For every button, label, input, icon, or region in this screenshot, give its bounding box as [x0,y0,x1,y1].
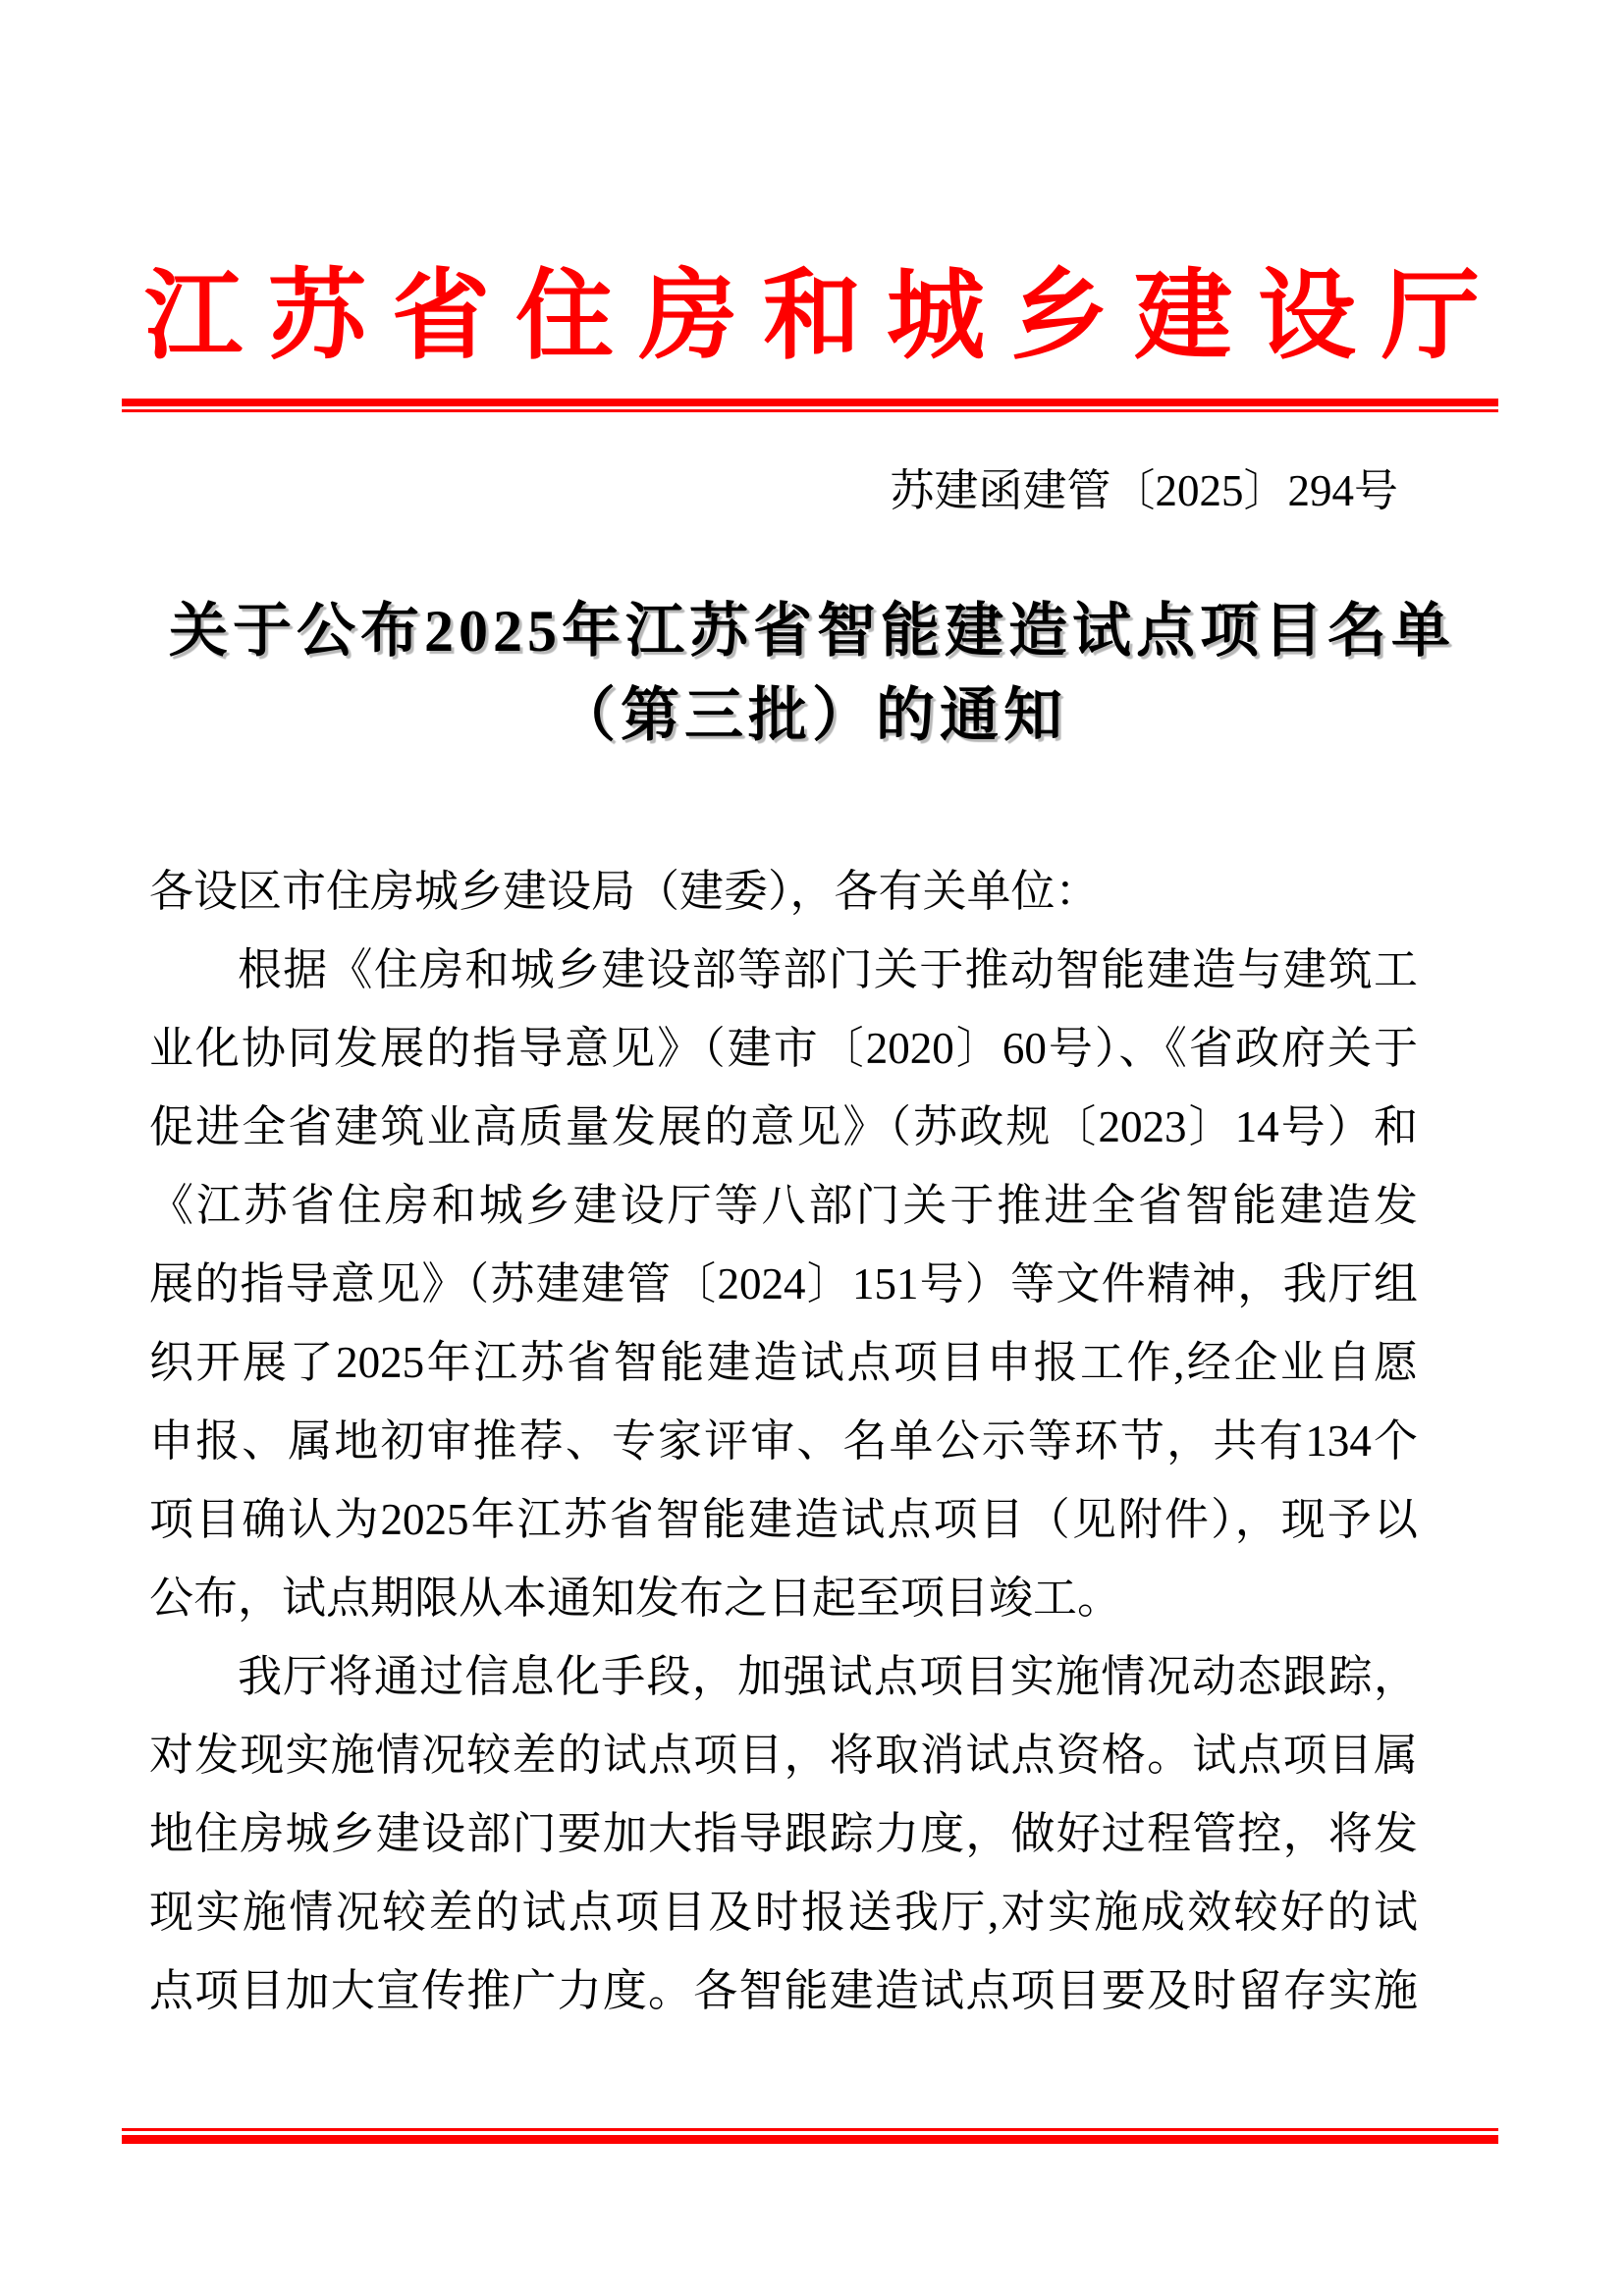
body-line: 促进全省建筑业高质量发展的意见》（苏政规〔2023〕14号）和 [149,1102,1418,1151]
body-line: 项目确认为2025年江苏省智能建造试点项目（见附件），现予以 [149,1495,1418,1544]
rule-thin-bar [122,409,1498,412]
agency-letterhead-title: 江苏省住房和城乡建设厅 [144,262,1505,371]
notice-title [0,589,1624,758]
body-line: 点项目加大宣传推广力度。各智能建造试点项目要及时留存实施 [149,1966,1418,2015]
notice-title-line1: 关于公布2025年江苏省智能建造试点项目名单 [169,599,1455,664]
body-line: 公布，试点期限从本通知发布之日起至项目竣工。 [149,1574,1122,1623]
body-line: 地住房城乡建设部门要加大指导跟踪力度，做好过程管控，将发 [149,1809,1418,1858]
body-line: 申报、属地初审推荐、专家评审、名单公示等环节，共有134个 [149,1416,1418,1466]
document-number: 苏建函建管〔2025〕294号 [890,466,1398,515]
letterhead-red-rule [122,399,1498,412]
body-line: 业化协同发展的指导意见》（建市〔2020〕60号）、《省政府关于 [149,1024,1418,1073]
rule-thick-bar [122,2135,1498,2144]
body-line: 我厅将通过信息化手段，加强试点项目实施情况动态跟踪， [238,1652,1418,1701]
body-line: 《江苏省住房和城乡建设厅等八部门关于推进全省智能建造发 [149,1181,1418,1230]
notice-title-line2: （第三批）的通知 [557,683,1067,748]
body-line: 对发现实施情况较差的试点项目，将取消试点资格。试点项目属 [149,1731,1418,1780]
body-text [149,852,1418,2030]
body-line: 现实施情况较差的试点项目及时报送我厅,对实施成效较好的试 [149,1888,1418,1937]
body-line: 展的指导意见》（苏建建管〔2024〕151号）等文件精神，我厅组 [149,1259,1418,1308]
body-line: 根据《住房和城乡建设部等部门关于推动智能建造与建筑工 [238,945,1418,994]
rule-thick-bar [122,399,1498,406]
body-line: 织开展了2025年江苏省智能建造试点项目申报工作,经企业自愿 [149,1338,1418,1387]
body-line: 各设区市住房城乡建设局（建委），各有关单位： [149,867,1100,916]
footer-red-rule [122,2128,1498,2144]
